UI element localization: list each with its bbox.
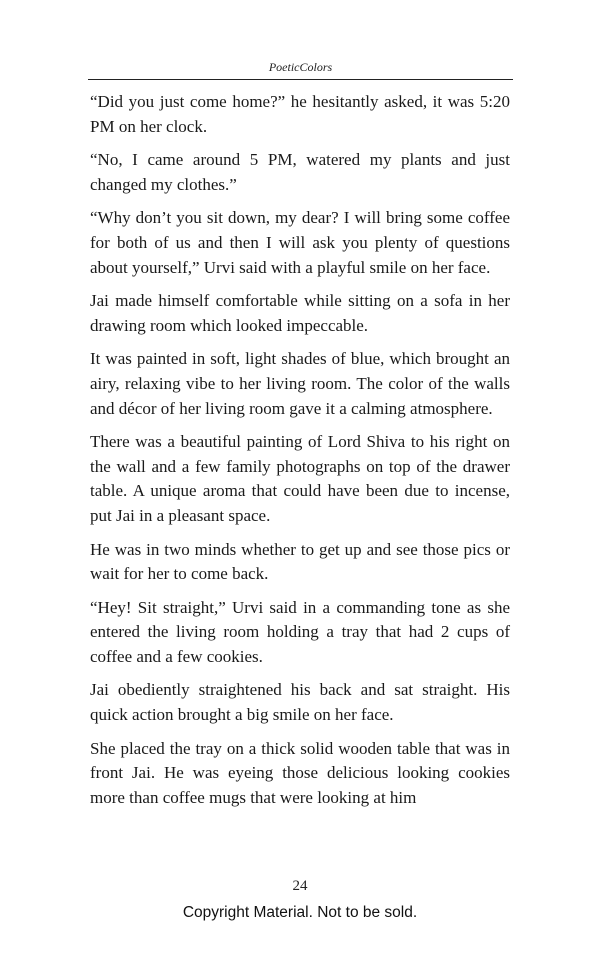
page-number: 24 [292, 878, 308, 894]
running-header-title: PoeticColors [268, 60, 333, 74]
paragraph: “No, I came around 5 PM, watered my plants and just changed my clothes.” [90, 150, 510, 194]
copyright-notice: Copyright Material. Not to be sold. [182, 904, 418, 921]
header-divider [88, 79, 513, 80]
page-body [90, 90, 510, 810]
paragraph: “Hey! Sit straight,” Urvi said in a commanding tone as she entered the living room holding a tray that had 2 cups of coffee and a few cookies. [90, 597, 510, 666]
paragraph: Jai obediently straightened his back and sat straight. His quick action brought a big smile on her face. [90, 680, 510, 725]
paragraph: Jai made himself comfortable while sitting on a sofa in her drawing room which looked impeccable. [90, 291, 510, 335]
paragraph: “Why don’t you sit down, my dear? I will bring some coffee for both of us and then I will ask you plenty of questions about yourself,” Urvi said with a playful smile on her face. [90, 208, 510, 277]
paragraph: It was painted in soft, light shades of blue, which brought an airy, relaxing vibe to her living room. The color of the walls and décor of her living room gave it a calming atmosphere. [90, 349, 510, 418]
paragraph: “Did you just come home?” he hesitantly asked, it was 5:20 PM on her clock. [90, 92, 510, 136]
paragraph: He was in two minds whether to get up and see those pics or wait for her to come back. [90, 539, 510, 584]
paragraph: She placed the tray on a thick solid wooden table that was in front Jai. He was eyeing those delicious looking cookies more than coffee mugs that were looking at him [90, 738, 510, 807]
paragraph: There was a beautiful painting of Lord Shiva to his right on the wall and a few family photographs on top of the drawer table. A unique aroma that could have been due to incense, put Jai in a pleasant space. [90, 432, 510, 525]
